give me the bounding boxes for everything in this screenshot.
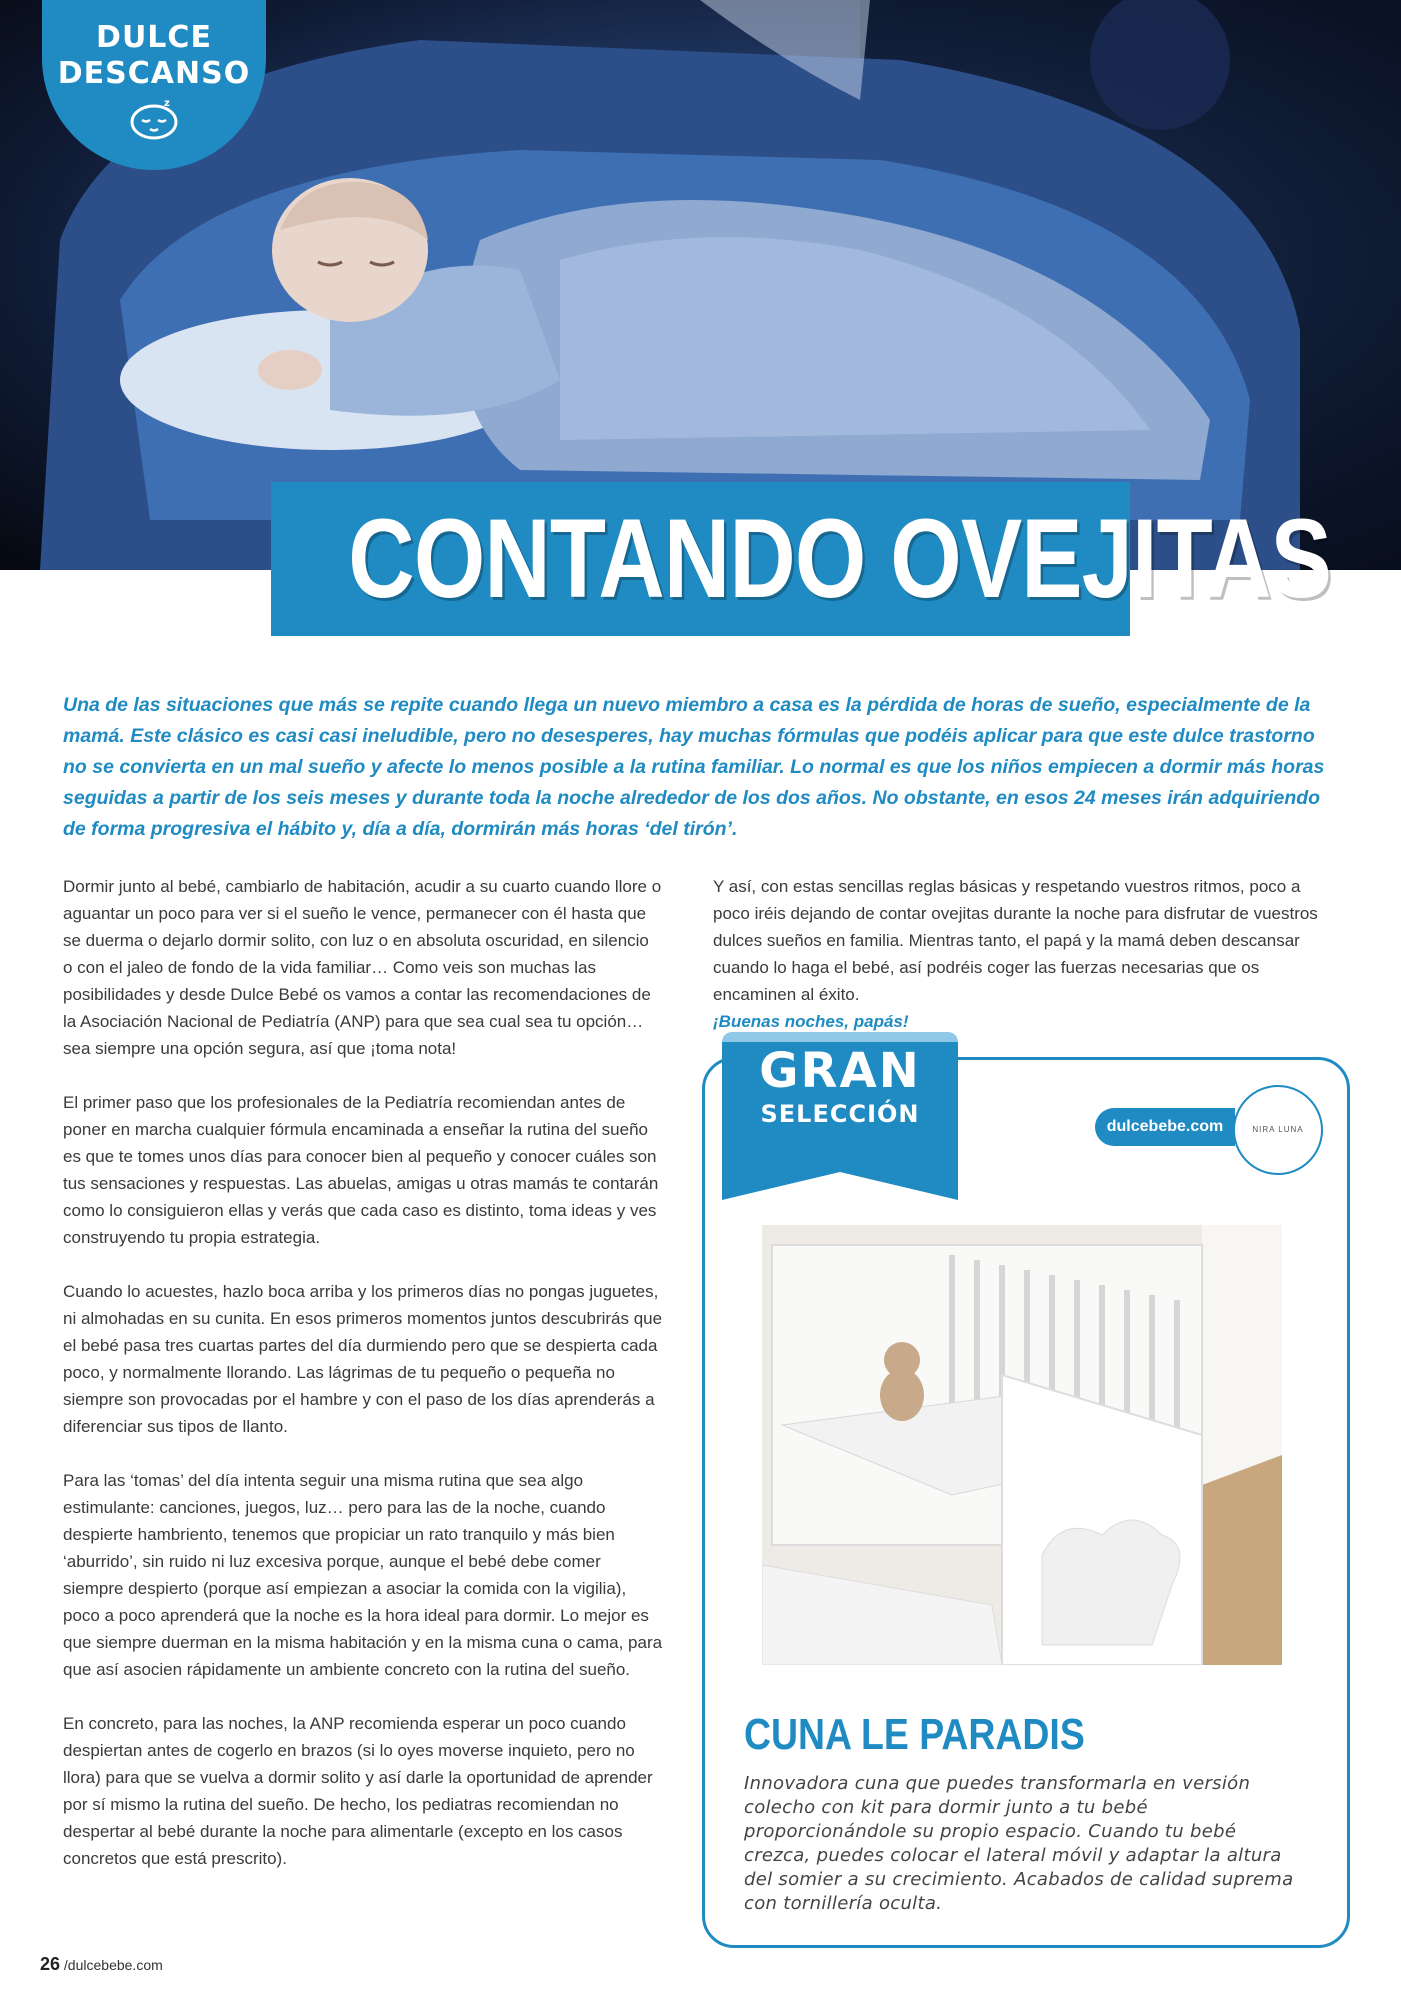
paragraph: Para las ‘tomas’ del día intenta seguir una misma rutina que sea algo estimulante: canciones, juegos, luz… pero para las de la noche, cuando despierte hambriento, tenemos que propiciar un rato tranquilo y más bien ‘aburrido’, sin ruido ni luz excesiva porque, aunque el bebé debe comer siempre despierto (porque así empiezan a asociar la comida con la vigilia), poco a poco aprenderá que la noche es la hora ideal para dormir. Lo mejor es que siempre duerman en la misma habitación y en la misma cuna o cama, para que así asocien rápidamente un ambiente concreto con la rutina del sueño. — [63, 1471, 663, 1679]
ribbon-line2: SELECCIÓN — [760, 1100, 920, 1128]
closing-highlight: ¡Buenas noches, papás! — [713, 1012, 909, 1031]
right-column — [713, 873, 1333, 1035]
page-footer — [40, 1954, 163, 1975]
svg-text:z: z — [164, 98, 170, 109]
paragraph: En concreto, para las noches, la ANP recomienda esperar un poco cuando despiertan antes de cogerlo en brazos (si lo oyes moverse inquieto, pero no llora) para que se vuelva a dormir solito y así darle la oportunidad de aprender por sí mismo la rutina del sueño. De hecho, los pediatras recomiendan no despertar al bebé durante la noche para alimentarle (excepto en los casos concretos que está prescrito). — [63, 1714, 653, 1868]
paragraph: Dormir junto al bebé, cambiarlo de habitación, acudir a su cuarto cuando llore o aguantar un poco para ver si el sueño le vence, permanecer con él hasta que se duerma o dejarlo dormir solito, con luz o en absoluta oscuridad, en silencio o con el jaleo de fondo de la vida familiar… Como veis son muchas las posibilidades y desde Dulce Bebé os vamos a contar las recomendaciones de la Asociación Nacional de Pediatría (ANP) para que sea cual sea tu opción… sea siempre una opción segura, así que ¡toma nota! — [63, 877, 662, 1058]
page-title: CONTANDO OVEJITAS — [348, 496, 1332, 621]
paragraph: El primer paso que los profesionales de la Pediatría recomiendan antes de poner en marcha cualquier fórmula encaminada a enseñar la rutina del sueño es que te tomes unos días para conocer bien al pequeño y conocer cuáles son tus sensaciones y respuestas. Las abuelas, amigas u otras mamás te contarán como lo consiguieron ellas y verás que cada caso es distinto, toma ideas y ves construyendo tu propia estrategia. — [63, 1093, 659, 1247]
paragraph: Cuando lo acuestes, hazlo boca arriba y los primeros días no pongas juguetes, ni almohadas en su cunita. En esos primeros momentos juntos descubrirás que el bebé pasa tres cuartas partes del día durmiendo pero que se despierta cada poco, y normalmente llorando. Las lágrimas de tu pequeño o pequeña no siempre son provocadas por el hambre y con el paso de los días aprenderás a diferenciar sus tipos de llanto. — [63, 1282, 663, 1436]
crib-photo — [762, 1225, 1282, 1665]
ribbon-line1: GRAN — [759, 1043, 921, 1099]
product-name: CUNA LE PARADIS — [744, 1710, 1085, 1759]
badge-line1: DULCE — [96, 20, 212, 55]
paragraph: Y así, con estas sencillas reglas básicas y respetando vuestros ritmos, poco a poco iréis dejando de contar ovejitas durante la noche para disfrutar de vuestros dulces sueños en familia. Mientras tanto, el papá y la mamá deben descansar cuando lo haga el bebé, así podréis coger las fuerzas necesarias que os encaminen al éxito. — [713, 877, 1318, 1004]
brand-logo: NIRA LUNA — [1233, 1085, 1323, 1175]
website-link[interactable]: dulcebebe.com — [1095, 1108, 1235, 1146]
sleeping-face-icon — [128, 96, 180, 140]
product-description: Innovadora cuna que puedes transformarla en versión colecho con kit para dormir junto a tu bebé proporcionándole su propio espacio. Cuando tu bebé crezca, puedes colocar el lateral móvil y adaptar la altura del somier a su crecimiento. Acabados de calidad suprema con tornillería oculta. — [744, 1773, 1294, 1914]
badge-line2: DESCANSO — [57, 56, 251, 91]
footer-site: /dulcebebe.com — [63, 1957, 163, 1973]
page-number: 26 — [40, 1954, 61, 1974]
lead-paragraph: Una de las situaciones que más se repite cuando llega un nuevo miembro a casa es la pérdida de horas de sueño, especialmente de la mamá. Este clásico es casi casi ineludible, pero no desesperes, hay muchas fórmulas que podéis aplicar para que este dulce trastorno no se convierta en un mal sueño y afecte lo menos posible a la rutina familiar. Lo normal es que los niños empiecen a dormir más horas seguidas a partir de los seis meses y durante toda la noche alrededor de los dos años. No obstante, en esos 24 meses irán adquiriendo de forma progresiva el hábito y, día a día, dormirán más horas ‘del tirón’. — [63, 694, 1325, 840]
title-banner — [271, 482, 1332, 636]
left-column — [63, 873, 663, 1899]
